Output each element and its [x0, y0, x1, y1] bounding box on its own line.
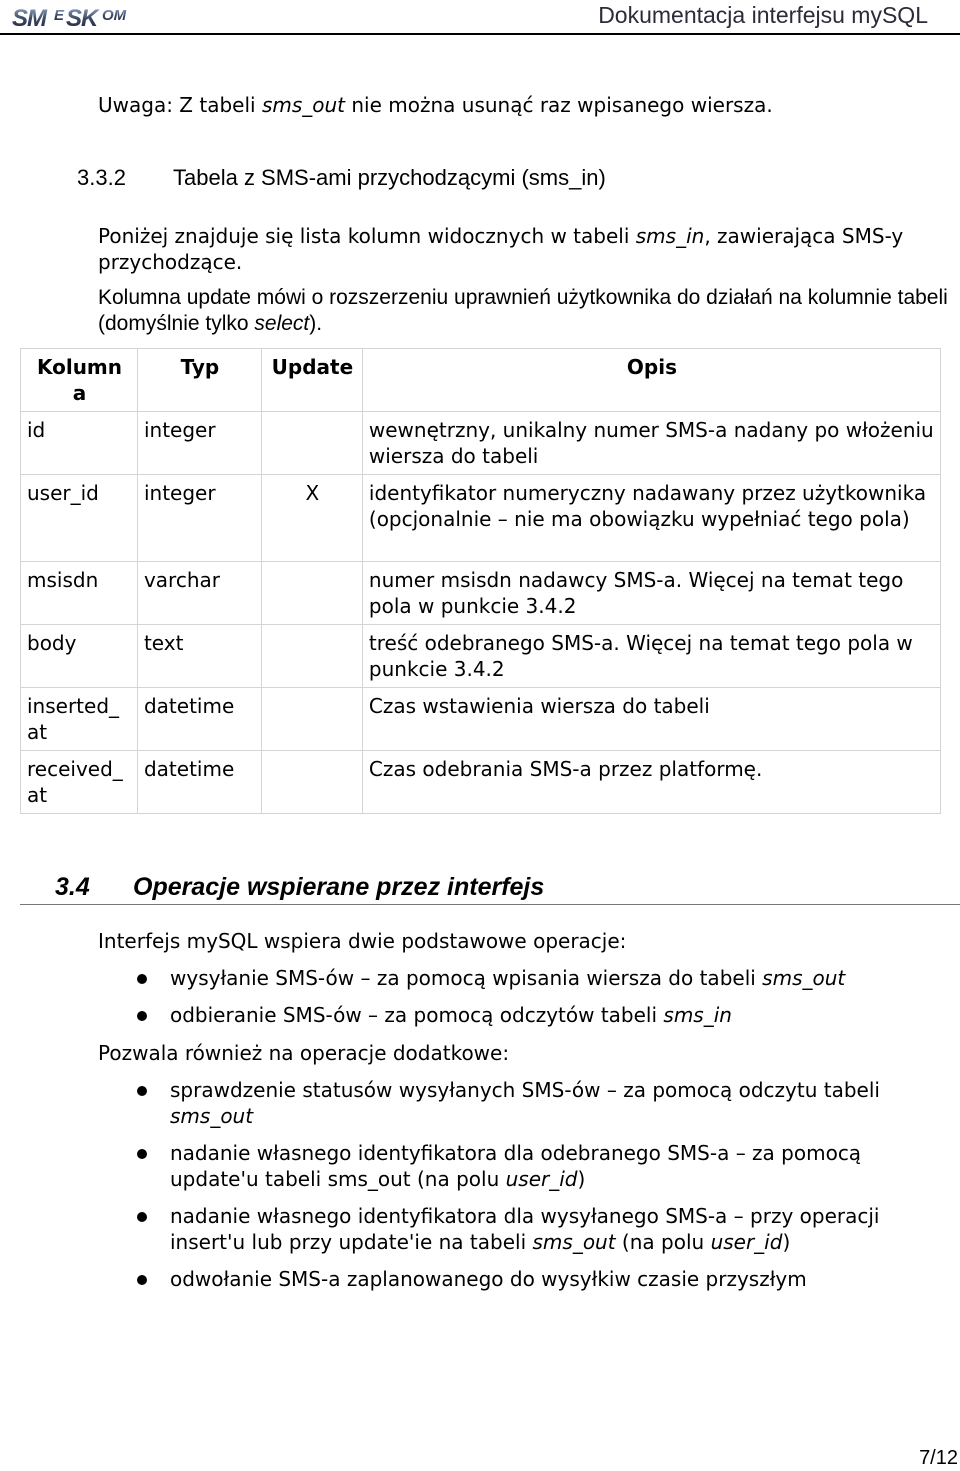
- update-note-suffix: ).: [309, 312, 323, 335]
- cell-update: X: [261, 475, 362, 562]
- cell-update: [261, 562, 362, 625]
- delete-note: [98, 92, 938, 118]
- cell-description: Czas wstawienia wiersza do tabeli: [362, 688, 940, 751]
- cell-type: datetime: [137, 688, 261, 751]
- item-text: nadanie własnego identyfikatora dla odebranego SMS-a – za pomocą update'u tabeli sms_out (na polu: [170, 1141, 862, 1191]
- cell-update: [261, 625, 362, 688]
- cell-description: identyfikator numeryczny nadawany przez użytkownika (opcjonalnie – nie ma obowiązku wypełniać tego pola): [362, 475, 940, 562]
- item-em: sms_out: [532, 1230, 616, 1254]
- header-divider: [0, 33, 960, 35]
- cell-type: text: [137, 625, 261, 688]
- section-divider: [20, 904, 960, 905]
- item-em: sms_out: [762, 966, 846, 990]
- section-number: 3.4: [55, 873, 90, 901]
- note-prefix: Uwaga: Z tabeli: [98, 93, 262, 117]
- cell-column: user_id: [21, 475, 138, 562]
- svg-text:E: E: [54, 7, 65, 24]
- intro-table-name: sms_in: [635, 224, 705, 248]
- table-header-row: [21, 349, 941, 412]
- cell-description: Czas odebrania SMS-a przez platformę.: [362, 751, 940, 814]
- cell-column: received_ at: [21, 751, 138, 814]
- table-row: [21, 412, 941, 475]
- item-tail: (na polu: [615, 1230, 711, 1254]
- main-operations: [98, 965, 948, 1039]
- subsection-heading: [77, 165, 606, 191]
- header-type: Typ: [137, 349, 261, 412]
- table-row: [21, 751, 941, 814]
- sms-in-columns-table: [20, 348, 941, 814]
- bullet-icon: [137, 1086, 147, 1096]
- item-tail: ): [577, 1167, 586, 1191]
- bullet-icon: [137, 1275, 147, 1285]
- section-title: Operacje wspierane przez interfejs: [133, 873, 545, 901]
- list-item: [98, 1077, 948, 1129]
- cell-column: msisdn: [21, 562, 138, 625]
- table-row: [21, 625, 941, 688]
- note-suffix: nie można usunąć raz wpisanego wiersza.: [345, 93, 773, 117]
- list-item: [98, 965, 948, 991]
- note-table-name: sms_out: [261, 93, 346, 117]
- item-em: user_id: [710, 1230, 783, 1254]
- cell-column: inserted_ at: [21, 688, 138, 751]
- table-row: [21, 475, 941, 562]
- cell-type: varchar: [137, 562, 261, 625]
- subsection-title: Tabela z SMS-ami przychodzącymi (sms_in): [173, 165, 606, 190]
- item-em: user_id: [505, 1167, 578, 1191]
- list-item: [98, 1266, 948, 1292]
- item-em: sms_in: [663, 1003, 732, 1027]
- cell-update: [261, 751, 362, 814]
- cell-description: treść odebranego SMS-a. Więcej na temat tego pola w punkcie 3.4.2: [362, 625, 940, 688]
- bullet-icon: [137, 1149, 147, 1159]
- item-text: odbieranie SMS-ów – za pomocą odczytów tabeli: [170, 1003, 664, 1027]
- smeskom-logo: [10, 2, 170, 32]
- subsection-intro: [98, 223, 938, 275]
- cell-column: body: [21, 625, 138, 688]
- update-note-em: select: [254, 312, 310, 335]
- item-text: wysyłanie SMS-ów – za pomocą wpisania wiersza do tabeli: [170, 966, 763, 990]
- list-item: [98, 1203, 948, 1255]
- cell-update: [261, 412, 362, 475]
- item-text: sprawdzenie statusów wysyłanych SMS-ów – za pomocą odczytu tabeli: [170, 1078, 880, 1102]
- cell-update: [261, 688, 362, 751]
- svg-text:SM: SM: [12, 5, 46, 32]
- item-em: sms_out: [170, 1104, 254, 1128]
- cell-description: numer msisdn nadawcy SMS-a. Więcej na temat tego pola w punkcie 3.4.2: [362, 562, 940, 625]
- bullet-icon: [137, 1212, 147, 1222]
- section-intro: Interfejs mySQL wspiera dwie podstawowe operacje:: [98, 929, 627, 953]
- cell-type: integer: [137, 412, 261, 475]
- table-row: [21, 688, 941, 751]
- extra-intro: Pozwala również na operacje dodatkowe:: [98, 1041, 510, 1065]
- header-update: Update: [261, 349, 362, 412]
- document-title: Dokumentacja interfejsu mySQL: [598, 2, 928, 28]
- cell-column: id: [21, 412, 138, 475]
- subsection-number: 3.3.2: [77, 165, 126, 190]
- list-item: [98, 1140, 948, 1192]
- update-note: [98, 285, 948, 337]
- section-heading: [55, 873, 544, 902]
- update-note-prefix: Kolumna update mówi o rozszerzeniu uprawnień użytkownika do działań na kolumnie tabeli (domyślnie tylko: [98, 286, 948, 335]
- item-tail: ): [782, 1230, 791, 1254]
- page-number: 7/12: [919, 1447, 958, 1469]
- bullet-icon: [137, 974, 147, 984]
- extra-operations: [98, 1077, 948, 1303]
- svg-text:OM: OM: [102, 7, 127, 24]
- header-column: Kolumn a: [21, 349, 138, 412]
- cell-description: wewnętrzny, unikalny numer SMS-a nadany po włożeniu wiersza do tabeli: [362, 412, 940, 475]
- bullet-icon: [137, 1011, 147, 1021]
- cell-type: datetime: [137, 751, 261, 814]
- table-row: [21, 562, 941, 625]
- list-item: [98, 1002, 948, 1028]
- svg-text:SK: SK: [66, 5, 98, 32]
- item-text: odwołanie SMS-a zaplanowanego do wysyłkiw czasie przyszłym: [170, 1267, 807, 1291]
- header-description: Opis: [362, 349, 940, 412]
- intro-suffix: , zawierająca SMS-y przychodzące.: [98, 224, 904, 274]
- intro-prefix: Poniżej znajduje się lista kolumn widocznych w tabeli: [98, 224, 636, 248]
- cell-type: integer: [137, 475, 261, 562]
- item-text: nadanie własnego identyfikatora dla wysyłanego SMS-a – przy operacji insert'u lub przy update'ie na tabeli: [170, 1204, 880, 1254]
